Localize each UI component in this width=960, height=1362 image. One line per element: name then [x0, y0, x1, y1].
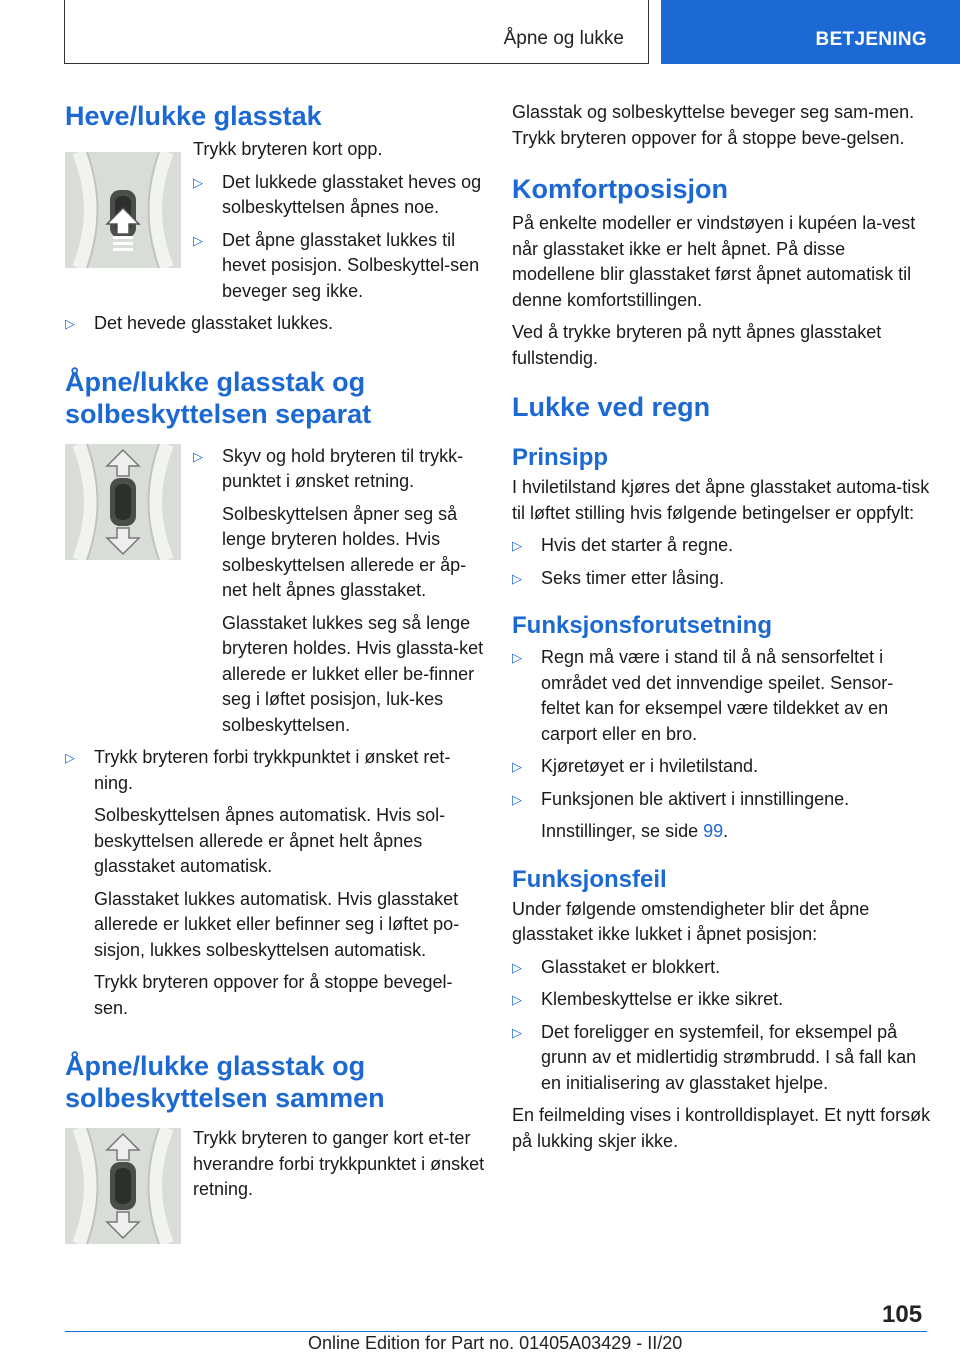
- section-title: Åpne og lukke: [503, 28, 624, 49]
- list-item: ▷ Funksjonen ble aktivert i innstillingene. Innstillinger, se side 99.: [512, 787, 932, 845]
- bullet-triangle-icon: ▷: [512, 759, 522, 774]
- chapter-tab-label: BETJENING: [815, 29, 927, 50]
- bullet-triangle-icon: ▷: [512, 992, 522, 1007]
- list-item: ▷ Glasstaket er blokkert.: [512, 955, 932, 981]
- switch-text-3: Trykk bryteren to ganger kort et-ter hverandre forbi trykkpunktet i ønsket retning.: [193, 1128, 485, 1199]
- switch-up-illustration: [65, 152, 181, 268]
- list-item: ▷ Regn må være i stand til å nå sensorfeltet i området ved det innvendige speilet. Sensor-feltet kan for eksempel være tildekket av en carport eller en bro.: [512, 647, 894, 744]
- switch-updown-illustration: [65, 444, 181, 560]
- paragraph: Under følgende omstendigheter blir det åpne glasstaket ikke lukket i åpnet posisjon:: [512, 898, 870, 944]
- heading-sammen: Åpne/lukke glasstak og solbeskyttelsen sammen: [65, 1051, 385, 1113]
- header-frame: [64, 0, 649, 64]
- list-item: ▷ Klembeskyttelse er ikke sikret.: [512, 987, 932, 1013]
- bullet-triangle-icon: ▷: [65, 750, 75, 765]
- page-number: 105: [882, 1301, 923, 1328]
- settings-reference: Innstillinger, se side 99.: [541, 821, 729, 841]
- right-column: [512, 100, 932, 1154]
- footer-divider: [65, 1331, 927, 1332]
- list-item: ▷ Det foreligger en systemfeil, for eksempel på grunn av et midlertidig strømbrudd. I så fall kan en initialisering av glasstaket hjelpe.: [512, 1021, 917, 1093]
- bullet-triangle-icon: ▷: [65, 316, 75, 331]
- heading-lukke-ved-regn: Lukke ved regn: [512, 392, 711, 422]
- list-item: ▷ Det lukkede glasstaket heves og solbeskyttelsen åpnes noe.: [193, 171, 482, 217]
- heading-heve-lukke: Heve/lukke glasstak: [65, 101, 322, 131]
- bullet-triangle-icon: ▷: [512, 570, 522, 586]
- footer-edition: Online Edition for Part no. 01405A03429 - II/20: [308, 1333, 683, 1353]
- heading-komfortposisjon: Komfortposisjon: [512, 174, 728, 204]
- bullet-triangle-icon: ▷: [193, 174, 203, 190]
- switch-figure-row-2: [65, 444, 485, 739]
- list-item: ▷ Kjøretøyet er i hviletilstand.: [512, 754, 932, 780]
- list-item: ▷ Det hevede glasstaket lukkes.: [65, 311, 485, 337]
- paragraph: En feilmelding vises i kontrolldisplayet. Et nytt forsøk på lukking skjer ikke.: [512, 1105, 931, 1151]
- paragraph: I hviletilstand kjøres det åpne glasstaket automa-tisk til løftet stilling hvis følgende betingelser er oppfylt:: [512, 477, 930, 523]
- left-column: [65, 100, 485, 1244]
- switch-text-1: [193, 134, 485, 304]
- list-item: ▷ Hvis det starter å regne.: [512, 533, 932, 559]
- list-item: ▷ Seks timer etter låsing.: [512, 566, 932, 592]
- switch-figure-row-1: [65, 134, 485, 304]
- page-link[interactable]: 99: [703, 821, 724, 841]
- intro-paragraph: Glasstak og solbeskyttelse beveger seg sam-men. Trykk bryteren oppover for å stoppe beve-gelsen.: [512, 102, 915, 148]
- bullet-triangle-icon: ▷: [512, 650, 522, 665]
- list-item: ▷ Trykk bryteren forbi trykkpunktet i ønsket ret-ning. Solbeskyttelsen åpnes automatisk. Hvis sol-beskyttelsen allerede er åpnet helt åpnes glasstaket automatisk. Glasstaket lukkes automatisk. Hvis glasstaket allerede er lukket eller befinner seg i løftet po-sisjon, lukkes solbeskyttelsen automatisk. Trykk bryteren oppover for å stoppe bevegel-sen.: [65, 747, 460, 1018]
- paragraph: På enkelte modeller er vindstøyen i kupéen la-vest når glasstaket ikke er helt åpnet. På disse modellene blir glasstaket først åpnet automatisk til denne komfortstillingen.: [512, 213, 916, 310]
- switch-updown-illustration: [65, 1128, 181, 1244]
- list-item: ▷ Skyv og hold bryteren til trykk-punktet i ønsket retning. Solbeskyttelsen åpner seg så lenge bryteren holdes. Hvis solbeskyttelsen allerede er åp-net helt åpnes glasstaket. Glasstaket lukkes seg så lenge bryteren holdes. Hvis glassta-ket allerede er lukket eller be-finner seg i løftet posisjon, luk-kes solbeskyttelsen.: [193, 445, 484, 735]
- heading-separat: Åpne/lukke glasstak og solbeskyttelsen separat: [65, 366, 372, 429]
- bullet-triangle-icon: ▷: [512, 1024, 522, 1040]
- bullet-triangle-icon: ▷: [193, 448, 203, 464]
- switch-figure-row-3: [65, 1128, 485, 1244]
- heading-funksjonsforutsetning: Funksjonsforutsetning: [512, 612, 772, 639]
- bullet-triangle-icon: ▷: [512, 538, 522, 553]
- bullet-triangle-icon: ▷: [512, 959, 522, 975]
- chapter-tab[interactable]: [661, 0, 960, 64]
- paragraph: Ved å trykke bryteren på nytt åpnes glasstaket fullstendig.: [512, 322, 882, 368]
- list-item: ▷ Det åpne glasstaket lukkes til hevet posisjon. Solbeskyttel-sen beveger seg ikke.: [193, 229, 480, 301]
- bullet-triangle-icon: ▷: [512, 791, 522, 807]
- bullet-triangle-icon: ▷: [193, 232, 203, 248]
- heading-funksjonsfeil: Funksjonsfeil: [512, 865, 667, 893]
- switch-text-2: [193, 444, 485, 739]
- instruction-text: Trykk bryteren kort opp.: [193, 139, 383, 159]
- heading-prinsipp: Prinsipp: [512, 444, 609, 471]
